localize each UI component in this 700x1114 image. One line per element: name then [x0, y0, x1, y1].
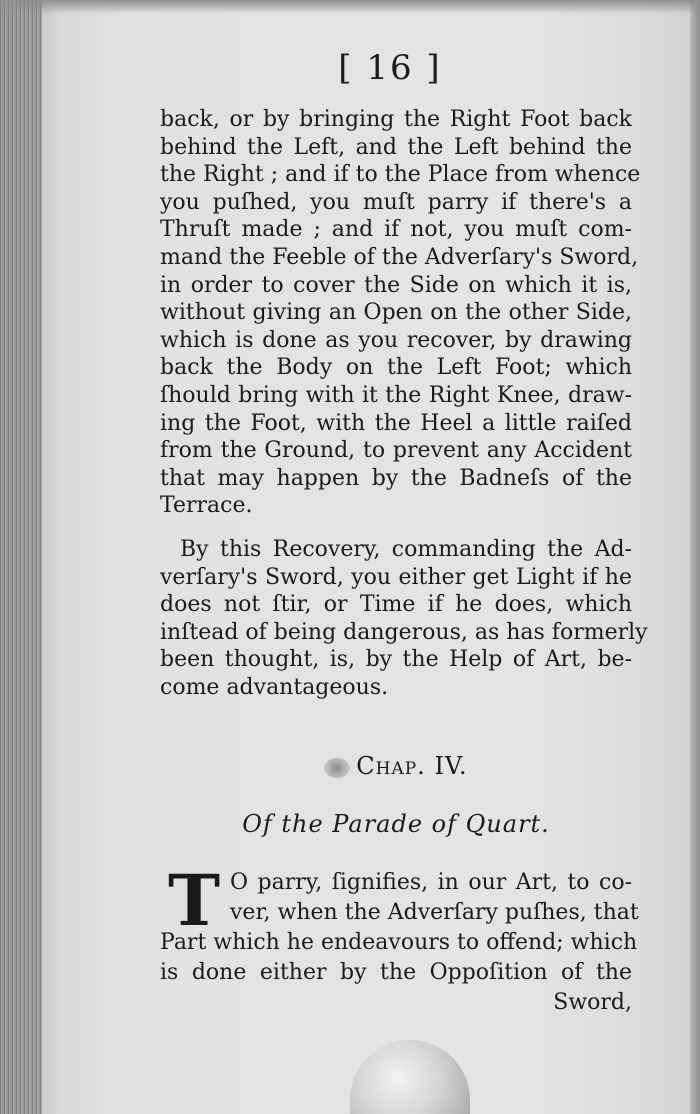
catchword: Sword,: [553, 990, 632, 1015]
text-line: ver, when the Adverſary puſhes, that: [230, 900, 639, 925]
thumb-shadow: [350, 1040, 470, 1114]
text-line: been thought, is, by the Help of Art, be-: [160, 647, 632, 673]
chapter-heading-text: Chap. IV.: [356, 752, 468, 780]
text-line: is done either by the Oppoſition of the: [160, 960, 632, 985]
drop-cap: T: [168, 859, 221, 942]
text-line: inſtead of being dangerous, as has formerly: [160, 619, 648, 645]
text-line: that may happen by the Badneſs of the: [160, 465, 632, 491]
text-line: you puſhed, you muſt parry if there's a: [160, 189, 632, 215]
page-edges-right: [690, 0, 700, 1114]
text-line: Part which he endeavours to offend; which: [160, 930, 638, 955]
text-line: By this Recovery, commanding the Ad-: [180, 537, 632, 562]
text-line: which is done as you recover, by drawing: [160, 327, 632, 353]
text-line: the Right ; and if to the Place from whence: [160, 162, 641, 188]
text-line: verſary's Sword, you either get Light if he: [160, 564, 632, 590]
text-line: ſhould bring with it the Right Knee, draw-: [160, 382, 632, 408]
paragraph-1: [160, 106, 641, 520]
text-line: back, or by bringing the Right Foot back: [160, 107, 632, 132]
text-line: Terrace.: [160, 493, 253, 519]
text-line: without giving an Open on the other Side,: [160, 300, 632, 326]
text-line: ing the Foot, with the Heel a little raiſed: [160, 410, 632, 436]
chapter-subtitle: Of the Parade of Quart.: [242, 810, 550, 838]
page-number: [ 16 ]: [338, 48, 442, 88]
text-line: O parry, ſignifies, in our Art, to co-: [230, 870, 632, 895]
paragraph-3: [160, 859, 639, 1018]
text-line: Thruſt made ; and if not, you muſt com-: [160, 217, 632, 243]
text-line: does not ſtir, or Time if he does, which: [160, 592, 632, 618]
text-line: mand the Feeble of the Adverſary's Sword,: [160, 244, 639, 270]
text-line: come advantageous.: [160, 674, 389, 700]
text-line: in order to cover the Side on which it is,: [160, 272, 632, 298]
text-line: from the Ground, to prevent any Accident: [160, 438, 632, 464]
paragraph-2: [160, 536, 648, 702]
text-line: back the Body on the Left Foot; which: [160, 355, 632, 381]
text-line: behind the Left, and the Left behind the: [160, 134, 632, 160]
ornament-icon: [324, 758, 350, 778]
page-top-shadow: [0, 0, 700, 14]
page-edges-left: [0, 0, 42, 1114]
chapter-heading: [160, 752, 632, 780]
